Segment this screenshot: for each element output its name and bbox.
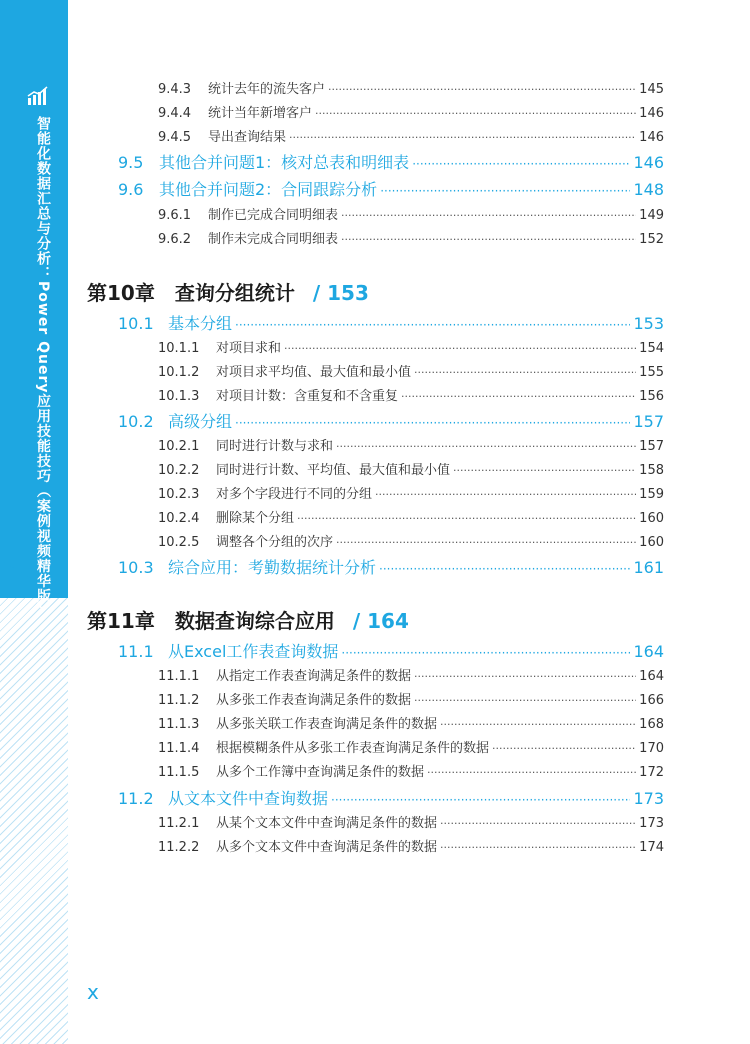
entry-title: 同时进行计数、平均值、最大值和最小值	[216, 463, 451, 478]
chapter-number: 第11章	[87, 609, 155, 633]
entry-page: 146	[639, 130, 664, 145]
entry-title: 从多张关联工作表查询满足条件的数据	[216, 717, 438, 732]
entry-title: 导出查询结果	[208, 130, 287, 145]
entry-page: 172	[639, 765, 664, 780]
entry-title: 同时进行计数与求和	[216, 439, 334, 454]
toc-entry-10-2-2[interactable]	[158, 459, 664, 478]
section-page: 157	[633, 412, 664, 431]
section-number: 11.1	[118, 642, 154, 661]
toc-entry-10-2-3[interactable]	[158, 483, 664, 502]
dot-leader	[379, 562, 630, 576]
toc-section-9-5[interactable]	[118, 150, 664, 173]
entry-title: 根据模糊条件从多张工作表查询满足条件的数据	[216, 741, 490, 756]
dot-leader	[315, 107, 636, 120]
dot-leader	[440, 718, 636, 731]
toc-entry-9-4-3[interactable]	[158, 78, 664, 97]
toc-entry-11-2-2[interactable]	[158, 836, 664, 855]
entry-page: 170	[639, 741, 664, 756]
entry-page: 160	[639, 535, 664, 550]
dot-leader	[341, 209, 636, 222]
section-page: 161	[633, 558, 664, 577]
entry-number: 10.2.4	[158, 511, 200, 526]
toc-entry-11-1-2[interactable]	[158, 689, 664, 708]
entry-page: 166	[639, 693, 664, 708]
entry-number: 9.6.2	[158, 232, 192, 247]
entry-title: 从指定工作表查询满足条件的数据	[216, 669, 412, 684]
section-number: 10.2	[118, 412, 154, 431]
entry-title: 统计当年新增客户	[208, 106, 313, 121]
dot-leader	[341, 646, 630, 660]
page-number: x	[87, 980, 99, 1004]
entry-page: 160	[639, 511, 664, 526]
dot-leader	[336, 440, 636, 453]
toc-section-10-2[interactable]	[118, 409, 664, 432]
entry-number: 9.4.3	[158, 82, 192, 97]
toc-section-11-1[interactable]	[118, 639, 664, 662]
section-title: 从Excel工作表查询数据	[168, 642, 339, 661]
section-page: 164	[633, 642, 664, 661]
toc-entry-10-1-1[interactable]	[158, 337, 664, 356]
section-number: 11.2	[118, 789, 154, 808]
toc-entry-9-6-2[interactable]	[158, 228, 664, 247]
entry-title: 制作未完成合同明细表	[208, 232, 339, 247]
section-number: 9.6	[118, 180, 144, 199]
dot-leader	[440, 841, 636, 854]
toc-entry-10-1-2[interactable]	[158, 361, 664, 380]
book-title: 智能化数据汇总与分析：Power Query应用技能技巧（案例视频精华版）	[35, 116, 51, 619]
chapter-number: 第10章	[87, 281, 155, 305]
toc-entry-10-2-1[interactable]	[158, 435, 664, 454]
entry-page: 152	[639, 232, 664, 247]
entry-title: 从多张工作表查询满足条件的数据	[216, 693, 412, 708]
entry-page: 155	[639, 365, 664, 380]
dot-leader	[440, 817, 636, 830]
entry-title: 删除某个分组	[216, 511, 295, 526]
entry-number: 10.1.1	[158, 341, 200, 356]
toc-entry-10-1-3[interactable]	[158, 385, 664, 404]
toc-entry-11-1-5[interactable]	[158, 761, 664, 780]
entry-page: 174	[639, 840, 664, 855]
dot-leader	[235, 416, 630, 430]
entry-number: 9.6.1	[158, 208, 192, 223]
entry-title: 统计去年的流失客户	[208, 82, 326, 97]
section-title: 高级分组	[168, 412, 233, 431]
section-number: 10.1	[118, 314, 154, 333]
toc-entry-11-1-4[interactable]	[158, 737, 664, 756]
entry-page: 149	[639, 208, 664, 223]
entry-title: 对多个字段进行不同的分组	[216, 487, 373, 502]
toc-entry-9-6-1[interactable]	[158, 204, 664, 223]
dot-leader	[297, 512, 636, 525]
dot-leader	[414, 694, 636, 707]
section-page: 173	[633, 789, 664, 808]
section-title: 基本分组	[168, 314, 233, 333]
dot-leader	[331, 793, 630, 807]
entry-title: 调整各个分组的次序	[216, 535, 334, 550]
entry-title: 对项目求平均值、最大值和最小值	[216, 365, 412, 380]
entry-page: 157	[639, 439, 664, 454]
section-title: 综合应用：考勤数据统计分析	[168, 558, 377, 577]
dot-leader	[427, 766, 636, 779]
dot-leader	[289, 131, 636, 144]
toc-entry-11-2-1[interactable]	[158, 812, 664, 831]
entry-number: 11.1.4	[158, 741, 200, 756]
entry-page: 164	[639, 669, 664, 684]
dot-leader	[412, 157, 630, 171]
section-number: 10.3	[118, 558, 154, 577]
section-page: 153	[633, 314, 664, 333]
entry-number: 11.1.1	[158, 669, 200, 684]
entry-page: 145	[639, 82, 664, 97]
chapter-page: / 164	[352, 609, 409, 633]
section-page: 146	[633, 153, 664, 172]
dot-leader	[453, 464, 636, 477]
entry-page: 146	[639, 106, 664, 121]
entry-title: 制作已完成合同明细表	[208, 208, 339, 223]
section-title: 从文本文件中查询数据	[168, 789, 329, 808]
entry-number: 11.1.3	[158, 717, 200, 732]
entry-number: 10.2.1	[158, 439, 200, 454]
entry-page: 168	[639, 717, 664, 732]
entry-page: 173	[639, 816, 664, 831]
chapter-title: 查询分组统计	[174, 281, 295, 305]
dot-leader	[375, 488, 636, 501]
entry-page: 158	[639, 463, 664, 478]
entry-page: 159	[639, 487, 664, 502]
toc-entry-10-2-5[interactable]	[158, 531, 664, 550]
entry-title: 从多个工作簿中查询满足条件的数据	[216, 765, 425, 780]
section-number: 9.5	[118, 153, 144, 172]
dot-leader	[414, 366, 636, 379]
section-title: 其他合并问题2：合同跟踪分析	[159, 180, 378, 199]
toc-entry-11-1-1[interactable]	[158, 665, 664, 684]
dot-leader	[341, 233, 636, 246]
entry-number: 10.2.5	[158, 535, 200, 550]
dot-leader	[336, 536, 636, 549]
entry-number: 9.4.5	[158, 130, 192, 145]
entry-title: 从多个文本文件中查询满足条件的数据	[216, 840, 438, 855]
dot-leader	[235, 318, 630, 332]
entry-page: 156	[639, 389, 664, 404]
entry-number: 10.2.2	[158, 463, 200, 478]
toc-section-10-1[interactable]	[118, 311, 664, 334]
entry-title: 从某个文本文件中查询满足条件的数据	[216, 816, 438, 831]
chapter-title: 数据查询综合应用	[174, 609, 335, 633]
entry-title: 对项目求和	[216, 341, 282, 356]
entry-page: 154	[639, 341, 664, 356]
chapter-10-heading[interactable]	[87, 277, 369, 306]
entry-number: 10.2.3	[158, 487, 200, 502]
toc-entry-10-2-4[interactable]	[158, 507, 664, 526]
toc-entry-9-4-4[interactable]	[158, 102, 664, 121]
entry-number: 11.1.5	[158, 765, 200, 780]
toc-entry-9-4-5[interactable]	[158, 126, 664, 145]
dot-leader	[492, 742, 636, 755]
dot-leader	[328, 83, 636, 96]
dot-leader	[380, 184, 630, 198]
toc-section-10-3[interactable]	[118, 555, 664, 578]
entry-number: 11.2.1	[158, 816, 200, 831]
toc-section-9-6[interactable]	[118, 177, 664, 200]
toc-entry-11-1-3[interactable]	[158, 713, 664, 732]
entry-number: 11.2.2	[158, 840, 200, 855]
dot-leader	[284, 342, 636, 355]
section-title: 其他合并问题1：核对总表和明细表	[159, 153, 410, 172]
section-page: 148	[633, 180, 664, 199]
chapter-11-heading[interactable]	[87, 605, 409, 634]
entry-number: 10.1.3	[158, 389, 200, 404]
entry-number: 10.1.2	[158, 365, 200, 380]
entry-number: 11.1.2	[158, 693, 200, 708]
entry-title: 对项目计数：含重复和不含重复	[216, 389, 399, 404]
entry-number: 9.4.4	[158, 106, 192, 121]
dot-leader	[401, 390, 636, 403]
dot-leader	[414, 670, 636, 683]
toc-section-11-2[interactable]	[118, 786, 664, 809]
chapter-page: / 153	[312, 281, 369, 305]
